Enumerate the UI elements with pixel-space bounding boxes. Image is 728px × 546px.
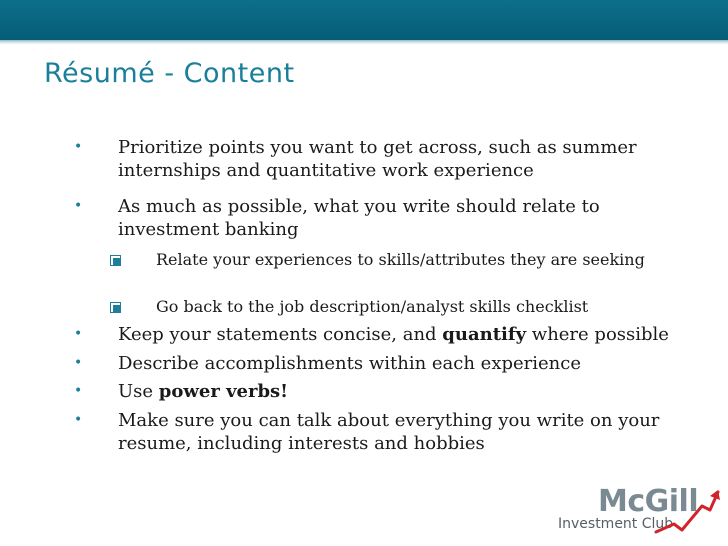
bullet-text: As much as possible, what you write should relate to investment banking: [118, 196, 600, 240]
sub-bullet-item: [156, 249, 676, 271]
logo-name: McGill: [598, 484, 699, 519]
bullet-item: [74, 352, 678, 375]
bullet-marker: •: [74, 326, 83, 342]
bullet-text-after: where possible: [526, 324, 669, 345]
bullet-marker: •: [74, 355, 83, 371]
bullet-text-before: Keep your statements concise, and: [118, 324, 443, 345]
bullet-emphasis: quantify: [442, 324, 527, 345]
slide-title: Résumé - Content: [44, 58, 295, 89]
header-bar: [0, 0, 728, 40]
bullet-item: [74, 195, 678, 241]
sub-bullet-item: [156, 296, 676, 318]
header-bar-shadow: [0, 40, 728, 45]
sub-bullet-text: Go back to the job description/analyst skills checklist: [156, 297, 589, 316]
bullet-text: Describe accomplishments within each experience: [118, 353, 581, 374]
checkbox-square-icon: [110, 302, 121, 313]
bullet-marker: •: [74, 412, 83, 428]
bullet-item: [74, 136, 678, 182]
bullet-item: [74, 323, 678, 346]
growth-arrow-icon: [652, 488, 722, 540]
logo-subtitle: Investment Club: [558, 516, 674, 532]
bullet-text: Make sure you can talk about everything you write on your resume, including interests and hobbies: [118, 410, 660, 454]
bullet-item: [74, 409, 678, 455]
mcgill-investment-club-logo: [552, 484, 722, 540]
bullet-text: Prioritize points you want to get across, such as summer internships and quantitative work experience: [118, 137, 637, 181]
bullet-emphasis: power verbs!: [158, 381, 289, 402]
sub-bullet-text: Relate your experiences to skills/attributes they are seeking: [156, 250, 645, 269]
bullet-marker: •: [74, 383, 83, 399]
bullet-marker: •: [74, 139, 83, 155]
bullet-text-before: Use: [118, 381, 159, 402]
checkbox-square-icon: [110, 255, 121, 266]
bullet-item: [74, 380, 678, 403]
bullet-marker: •: [74, 198, 83, 214]
